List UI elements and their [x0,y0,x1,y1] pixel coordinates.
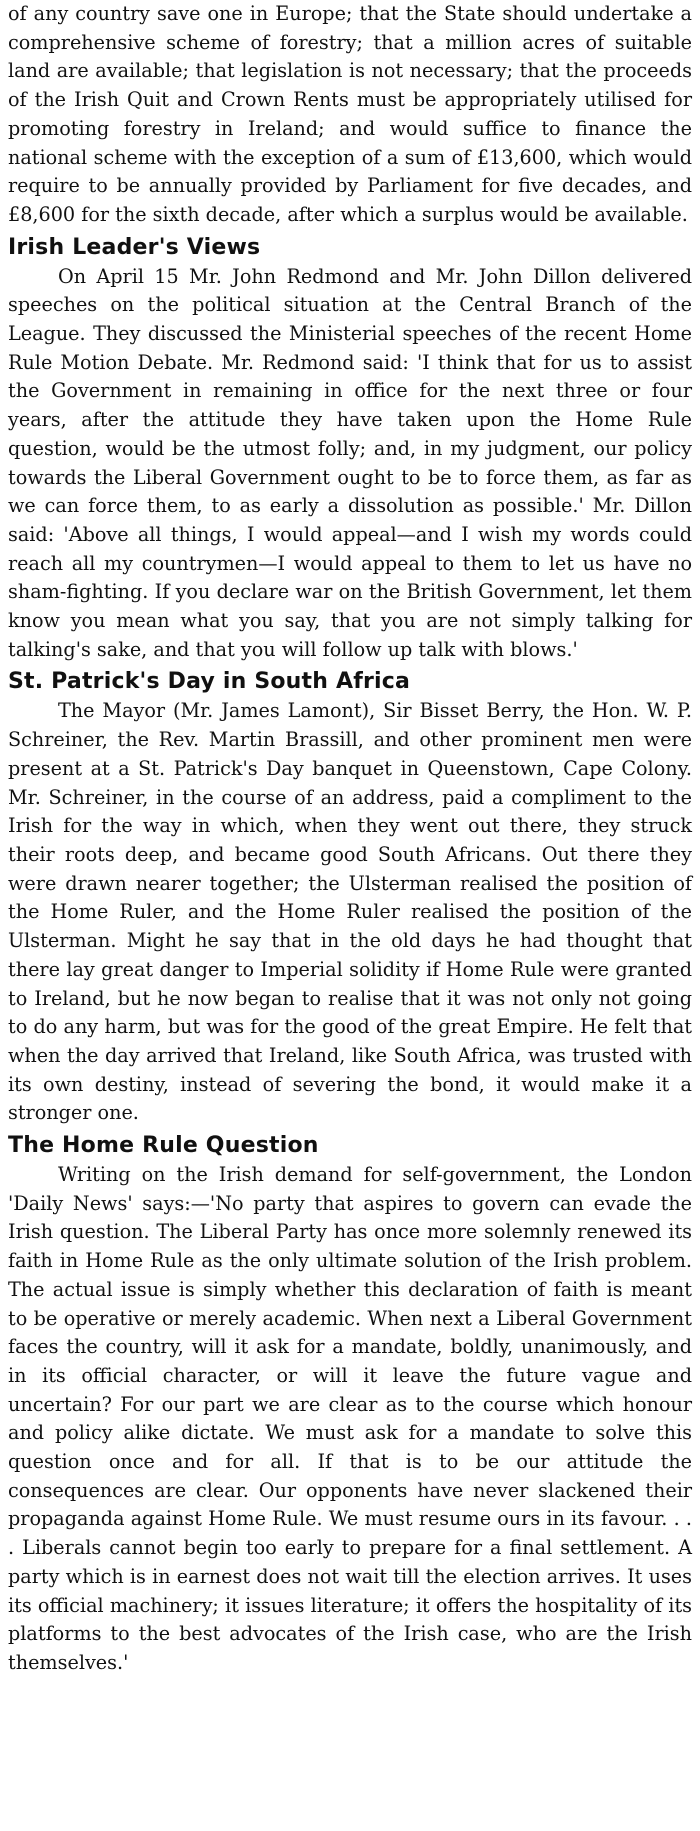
intro-text: of any country save one in Europe; that the State should undertake a comprehensive scheme of forestry; that a million acres of suitable land are available; that legislation is not necessary; that the proceeds of the Irish Quit and Crown Rents must be appropriately utilised for promoting forestry in Ireland; and would suffice to finance the national scheme with the exception of a sum of £13,600, which would require to be annually provided by Parliament for five decades, and £8,600 for the sixth decade, after which a surplus would be available. [8,2,692,226]
section-body-text: The Mayor (Mr. James Lamont), Sir Bisset Berry, the Hon. W. P. Schreiner, the Rev. Martin Brassill, and other prominent men were present at a St. Patrick's Day banquet in Queenstown, Cape Colony. Mr. Schreiner, in the course of an address, paid a compliment to the Irish for the way in which, when they went out there, they struck their roots deep, and became good South Africans. Out there they were drawn nearer together; the Ulsterman realised the position of the Home Ruler, and the Home Ruler realised the position of the Ulsterman. Might he say that in the old days he had thought that there lay great danger to Imperial solidity if Home Rule were granted to Ireland, but he now began to realise that it was not only not going to do any harm, but was for the good of the great Empire. He felt that when the day arrived that Ireland, like South Africa, was trusted with its own destiny, instead of severing the bond, it would make it a stronger one. [8,699,692,1125]
section-heading: Irish Leader's Views [8,234,261,260]
section-home-rule-question [8,1131,692,1678]
intro-paragraph [8,0,692,230]
section-st-patricks-day [8,667,692,1128]
section-body [8,697,692,1128]
section-body [8,263,692,665]
article-page [8,0,692,1678]
section-irish-leaders-views [8,233,692,665]
section-body-text: On April 15 Mr. John Redmond and Mr. John Dillon delivered speeches on the political situation at the Central Branch of the League. They discussed the Ministerial speeches of the recent Home Rule Motion Debate. Mr. Redmond said: 'I think that for us to assist the Government in remaining in office for the next three or four years, after the attitude they have taken upon the Home Rule question, would be the utmost folly; and, in my judgment, our policy towards the Liberal Government ought to be to force them, as far as we can force them, to as early a dissolution as possible.' Mr. Dillon said: 'Above all things, I would appeal—and I wish my words could reach all my countrymen—I would appeal to them to let us have no sham-fighting. If you declare war on the British Government, let them know you mean what you say, that you are not simply talking for talking's sake, and that you will follow up talk with blows.' [8,264,692,661]
section-heading: St. Patrick's Day in South Africa [8,669,411,695]
section-body [8,1161,692,1678]
section-heading: The Home Rule Question [8,1133,319,1159]
section-body-text: Writing on the Irish demand for self-government, the London 'Daily News' says:—'No party that aspires to govern can evade the Irish question. The Liberal Party has once more solemnly renewed its faith in Home Rule as the only ultimate solution of the Irish problem. The actual issue is simply whether this declaration of faith is meant to be operative or merely academic. When next a Liberal Government faces the country, will it ask for a mandate, boldly, unanimously, and in its official character, or will it leave the future vague and uncertain? For our part we are clear as to the course which honour and policy alike dictate. We must ask for a mandate to solve this question once and for all. If that is to be our attitude the consequences are clear. Our opponents have never slackened their propaganda against Home Rule. We must resume ours in its favour. . . . Liberals cannot begin too early to prepare for a final settlement. A party which is in earnest does not wait till the election arrives. It uses its official machinery; it issues literature; it offers the hospitality of its platforms to the best advocates of the Irish case, who are the Irish themselves.' [8,1163,692,1674]
